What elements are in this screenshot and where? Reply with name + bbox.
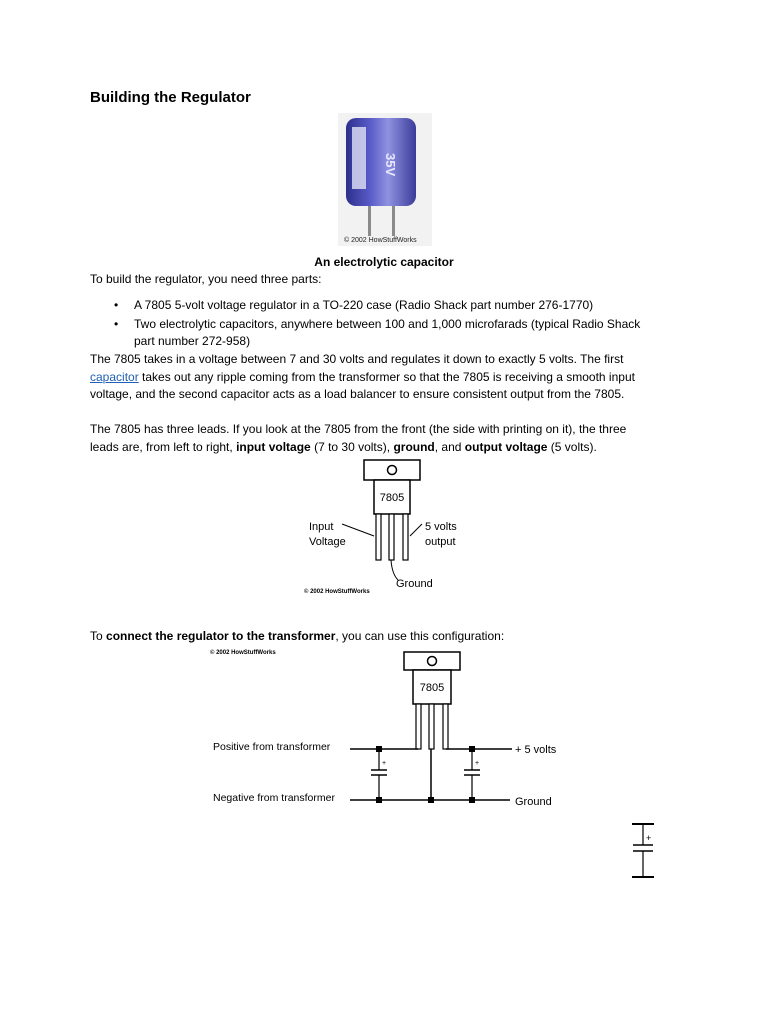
lead-output xyxy=(443,704,448,749)
diagram2-copyright: © 2002 HowStuffWorks xyxy=(210,650,276,656)
ground-label: Ground xyxy=(515,796,552,808)
regulator-circuit-diagram xyxy=(205,645,565,815)
paragraph-1-text-a: The 7805 takes in a voltage between 7 and 30 volts and regulates it down to exactly 5 volts. The first xyxy=(90,352,624,366)
intro-text: To build the regulator, you need three parts: xyxy=(90,272,322,286)
capacitor-link[interactable]: capacitor xyxy=(90,369,139,384)
input-voltage-bold: input voltage xyxy=(236,439,311,454)
lead-output xyxy=(403,514,408,560)
ground-bold: ground xyxy=(393,439,435,454)
output-label: + 5 volts xyxy=(515,744,557,756)
lead-ground xyxy=(429,704,434,749)
paragraph-2-text: (7 to 30 volts), xyxy=(310,439,394,454)
plus-sign: + xyxy=(475,760,480,767)
input-label-2: Voltage xyxy=(309,536,346,548)
paragraph-1-text-b: takes out any ripple coming from the transformer so that the 7805 is receiving a smooth input voltage, and the second capacitor acts as a load balancer to ensure consistent output from the 7805. xyxy=(90,369,635,401)
negative-label: Negative from transformer xyxy=(213,792,335,804)
paragraph-1 xyxy=(90,351,658,404)
output-label-2: output xyxy=(425,536,456,548)
capacitor-symbol xyxy=(628,820,658,882)
paragraph-2 xyxy=(90,421,658,456)
ground-label: Ground xyxy=(396,578,433,590)
regulator-chip-label: 7805 xyxy=(379,492,405,504)
output-voltage-bold: output voltage xyxy=(464,439,548,454)
list-item: • Two electrolytic capacitors, anywhere between 100 and 1,000 microfarads (typical Radio Shack part number 272-958) xyxy=(90,316,650,351)
paragraph-2-text: , and xyxy=(434,439,465,454)
list-item: • A 7805 5-volt voltage regulator in a TO-220 case (Radio Shack part number 276-1770) xyxy=(90,297,650,315)
positive-label: Positive from transformer xyxy=(213,741,331,753)
lead-ground xyxy=(389,514,394,560)
lead-input xyxy=(376,514,381,560)
regulator-pinout-diagram xyxy=(300,458,470,598)
lead-input xyxy=(416,704,421,749)
capacitor-photo xyxy=(338,113,432,246)
paragraph-3-text: To xyxy=(90,629,107,643)
output-label-1: 5 volts xyxy=(425,521,457,533)
connect-regulator-bold: connect the regulator to the transformer xyxy=(106,629,336,643)
page-heading: Building the Regulator xyxy=(90,89,251,106)
photo-caption: An electrolytic capacitor xyxy=(314,255,454,269)
plus-sign: + xyxy=(646,833,652,843)
plus-sign: + xyxy=(382,760,387,767)
capacitor-label: 35V xyxy=(383,153,398,177)
regulator-chip-label: 7805 xyxy=(419,682,445,694)
diagram1-copyright: © 2002 HowStuffWorks xyxy=(304,589,370,595)
paragraph-3-text: , you can use this configuration: xyxy=(335,629,505,643)
parts-list xyxy=(90,297,650,352)
paragraph-3 xyxy=(90,628,690,646)
paragraph-2-text: The 7805 has three leads. If you look at the 7805 from the front (the side with printing on it), the three leads are, from left to right, xyxy=(90,422,627,454)
input-label-1: Input xyxy=(309,521,334,533)
paragraph-2-text: (5 volts). xyxy=(547,439,597,454)
photo-copyright: © 2002 HowStuffWorks xyxy=(344,237,417,244)
